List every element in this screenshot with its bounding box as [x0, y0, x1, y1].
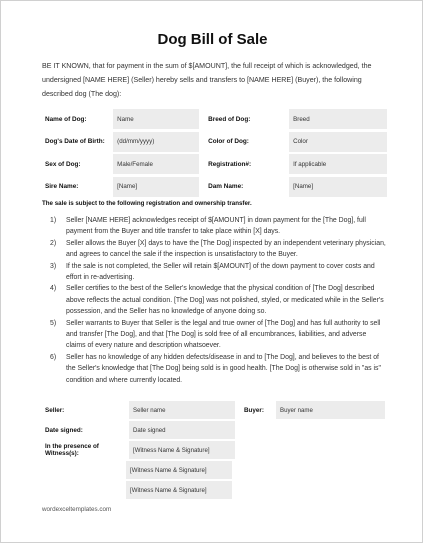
breed-of-dog-field[interactable]: Breed [289, 109, 387, 129]
dog-row-name [42, 109, 387, 129]
field-label: Dam Name: [208, 183, 244, 190]
witness-row [42, 441, 387, 459]
date-label: Date signed: [45, 426, 83, 434]
footer-source: wordexceltemplates.com [42, 506, 112, 513]
witness-1-field[interactable]: [Witness Name & Signature] [129, 441, 235, 459]
list-item: 5) Seller warrants to Buyer that Seller is the legal and true owner of [The Dog] and has full authority to sell and transfer [The Dog], and that [The Dog] is sold free of all encumbrances, liabilities, and adverse claims of every nature and description whatsoever. [50, 319, 381, 350]
seller-label: Seller: [45, 406, 65, 414]
dog-row-parents [42, 177, 387, 197]
date-of-birth-field[interactable]: (dd/mm/yyyy) [113, 132, 199, 152]
date-row [42, 421, 387, 439]
witness-label: In the presence of Witness(s): [45, 443, 99, 457]
list-item: 1) Seller [NAME HERE] acknowledges receipt of $[AMOUNT] in down payment for the [The Dog], full payment from the Buyer and title transfer to take place within [X] days. [50, 217, 366, 236]
field-label: Name of Dog: [45, 115, 87, 123]
field-label: Sex of Dog: [45, 160, 81, 168]
signature-section [42, 401, 387, 501]
dam-name-field[interactable]: [Name] [289, 177, 387, 197]
list-item: 3) If the sale is not completed, the Seller will retain $[AMOUNT] of the down payment to cover costs and effort in re-advertising. [50, 262, 375, 282]
sire-name-field[interactable]: [Name] [113, 177, 199, 197]
dog-row-birth [42, 132, 387, 152]
seller-name-field[interactable]: Seller name [129, 401, 235, 419]
witness-row [42, 461, 387, 479]
buyer-name-field[interactable]: Buyer name [276, 401, 385, 419]
document-title: Dog Bill of Sale [157, 31, 268, 48]
dog-row-sex [42, 154, 387, 174]
witness-2-field[interactable]: [Witness Name & Signature] [126, 461, 232, 479]
field-label: Sire Name: [45, 183, 79, 190]
subject-line: The sale is subject to the following registration and ownership transfer. [42, 200, 252, 207]
date-signed-field[interactable]: Date signed [129, 421, 235, 439]
field-label: Breed of Dog: [208, 115, 251, 123]
name-of-dog-field[interactable]: Name [113, 109, 199, 129]
field-label: Color of Dog: [208, 138, 249, 145]
seller-buyer-row [42, 401, 387, 419]
color-of-dog-field[interactable]: Color [289, 132, 387, 152]
witness-row [42, 481, 387, 499]
witness-3-field[interactable]: [Witness Name & Signature] [126, 481, 232, 499]
field-label: Registration#: [208, 160, 252, 168]
terms-list [42, 215, 387, 386]
field-label: Dog's Date of Birth: [45, 138, 105, 145]
list-item: 6) Seller has no knowledge of any hidden defects/disease in and to [The Dog], and believes to the best of the Seller's knowledge that [The Dog] being sold is in good health. [The Dog] is otherwise sold in "as is" condition and where currently located. [50, 353, 381, 384]
list-item: 2) Seller allows the Buyer [X] days to have the [The Dog] inspected by an independent veterinary physician, and agrees to cancel the sale if the inspection is unsatisfactory to the Buyer. [50, 239, 386, 259]
list-item: 4) Seller certifies to the best of the Seller's knowledge that the physical condition of [The Dog] described above reflects the actual condition. [The Dog] was not polished, styled, or medicated while in the Seller's possession, and the Seller has no knowledge of anyone doing so. [50, 285, 384, 316]
buyer-label: Buyer: [244, 406, 264, 414]
sex-of-dog-field[interactable]: Male/Female [113, 154, 199, 174]
intro-paragraph: BE IT KNOWN, that for payment in the sum of $[AMOUNT], the full receipt of which is acknowledged, the undersigned [NAME HERE] (Seller) hereby sells and transfers to [NAME HERE] (Buyer), the following described dog (The dog): [42, 62, 372, 98]
dog-details-table [42, 109, 387, 199]
registration-field[interactable]: If applicable [289, 154, 387, 174]
